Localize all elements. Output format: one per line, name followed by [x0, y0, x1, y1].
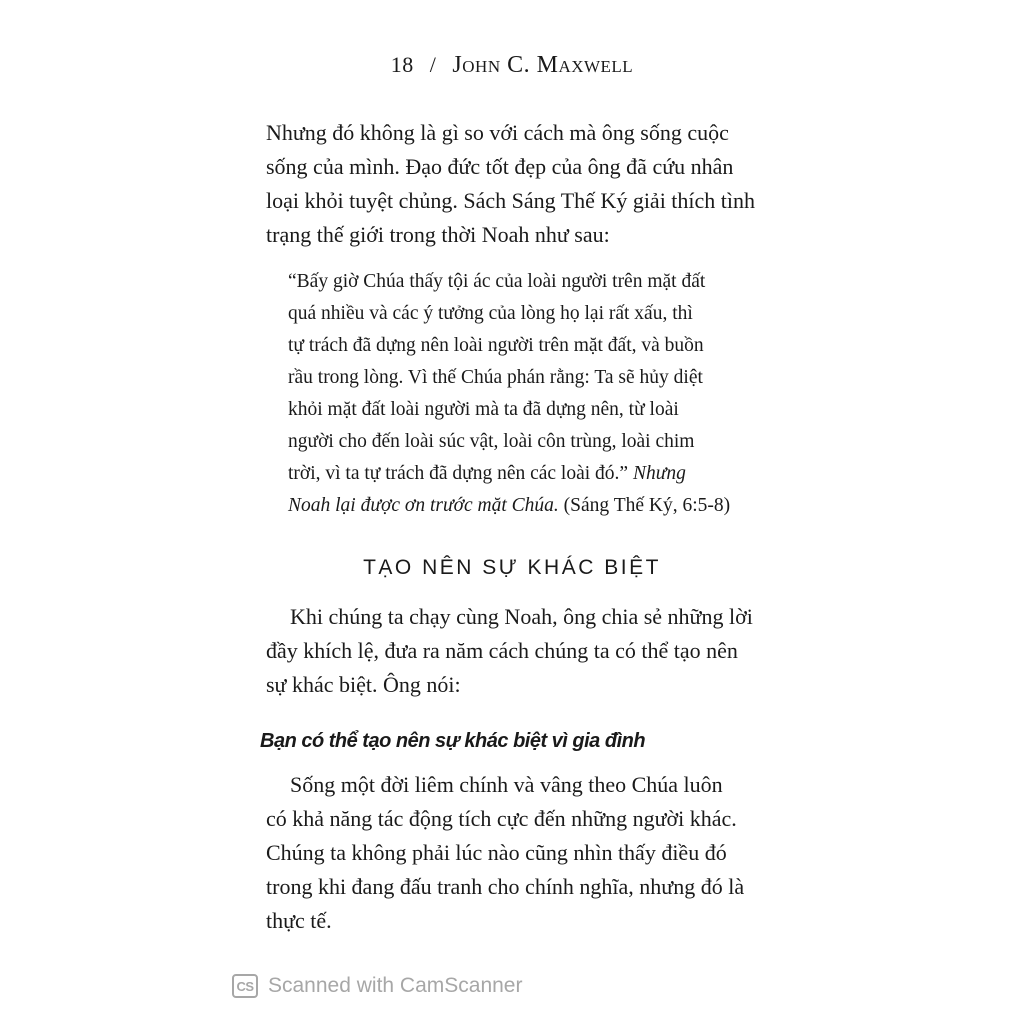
camscanner-watermark	[232, 974, 522, 998]
quote-line: quá nhiều và các ý tưởng của lòng họ lại rất xấu, thì	[288, 303, 693, 324]
paragraph-line: trạng thế giới trong thời Noah như sau:	[266, 222, 610, 247]
quote-line	[288, 490, 758, 522]
quote-line: rầu trong lòng. Vì thế Chúa phán rằng: Ta sẽ hủy diệt	[288, 367, 703, 388]
running-head	[0, 52, 1024, 79]
quote-line: người cho đến loài súc vật, loài côn trùng, loài chim	[288, 431, 695, 452]
quote-line: tự trách đã dựng nên loài người trên mặt đất, và buồn	[288, 335, 704, 356]
paragraph-line: đầy khích lệ, đưa ra năm cách chúng ta có thể tạo nên	[266, 638, 738, 663]
section-heading: TẠO NÊN SỰ KHÁC BIỆT	[363, 556, 661, 579]
running-head-separator: /	[429, 52, 437, 77]
paragraph-line: trong khi đang đấu tranh cho chính nghĩa, nhưng đó là	[266, 874, 745, 899]
quote-line-text: trời, vì ta tự trách đã dựng nên các loài đó.”	[288, 463, 629, 484]
page-number: 18	[390, 52, 414, 77]
quote-line	[288, 458, 758, 490]
paragraph-line: sự khác biệt. Ông nói:	[266, 672, 461, 697]
paragraph-3	[266, 768, 786, 938]
camscanner-logo-icon: CS	[232, 974, 258, 998]
paragraph-1	[266, 116, 786, 252]
quote-citation: (Sáng Thế Ký, 6:5-8)	[558, 495, 731, 516]
quote-italic-text: Nhưng	[628, 463, 686, 484]
paragraph-2	[266, 600, 786, 702]
watermark-text: Scanned with CamScanner	[268, 974, 523, 997]
paragraph-line: loại khỏi tuyệt chủng. Sách Sáng Thế Ký giải thích tình	[266, 188, 756, 213]
paragraph-line: Chúng ta không phải lúc nào cũng nhìn thấy điều đó	[266, 840, 727, 865]
subheading: Bạn có thể tạo nên sự khác biệt vì gia đình	[260, 730, 646, 752]
quote-italic-text: Noah lại được ơn trước mặt Chúa.	[288, 495, 559, 516]
paragraph-line: có khả năng tác động tích cực đến những người khác.	[266, 806, 737, 831]
paragraph-line: Sống một đời liêm chính và vâng theo Chúa luôn	[290, 772, 723, 797]
author-name: John C. Maxwell	[452, 52, 634, 78]
paragraph-line: thực tế.	[266, 908, 332, 933]
quote-line: “Bấy giờ Chúa thấy tội ác của loài người trên mặt đất	[288, 271, 706, 292]
paragraph-line: Khi chúng ta chạy cùng Noah, ông chia sẻ những lời	[290, 604, 753, 629]
scripture-quote	[288, 266, 758, 522]
paragraph-line: sống của mình. Đạo đức tốt đẹp của ông đã cứu nhân	[266, 154, 734, 179]
quote-line: khỏi mặt đất loài người mà ta đã dựng nên, từ loài	[288, 399, 679, 420]
paragraph-line: Nhưng đó không là gì so với cách mà ông sống cuộc	[266, 120, 729, 145]
